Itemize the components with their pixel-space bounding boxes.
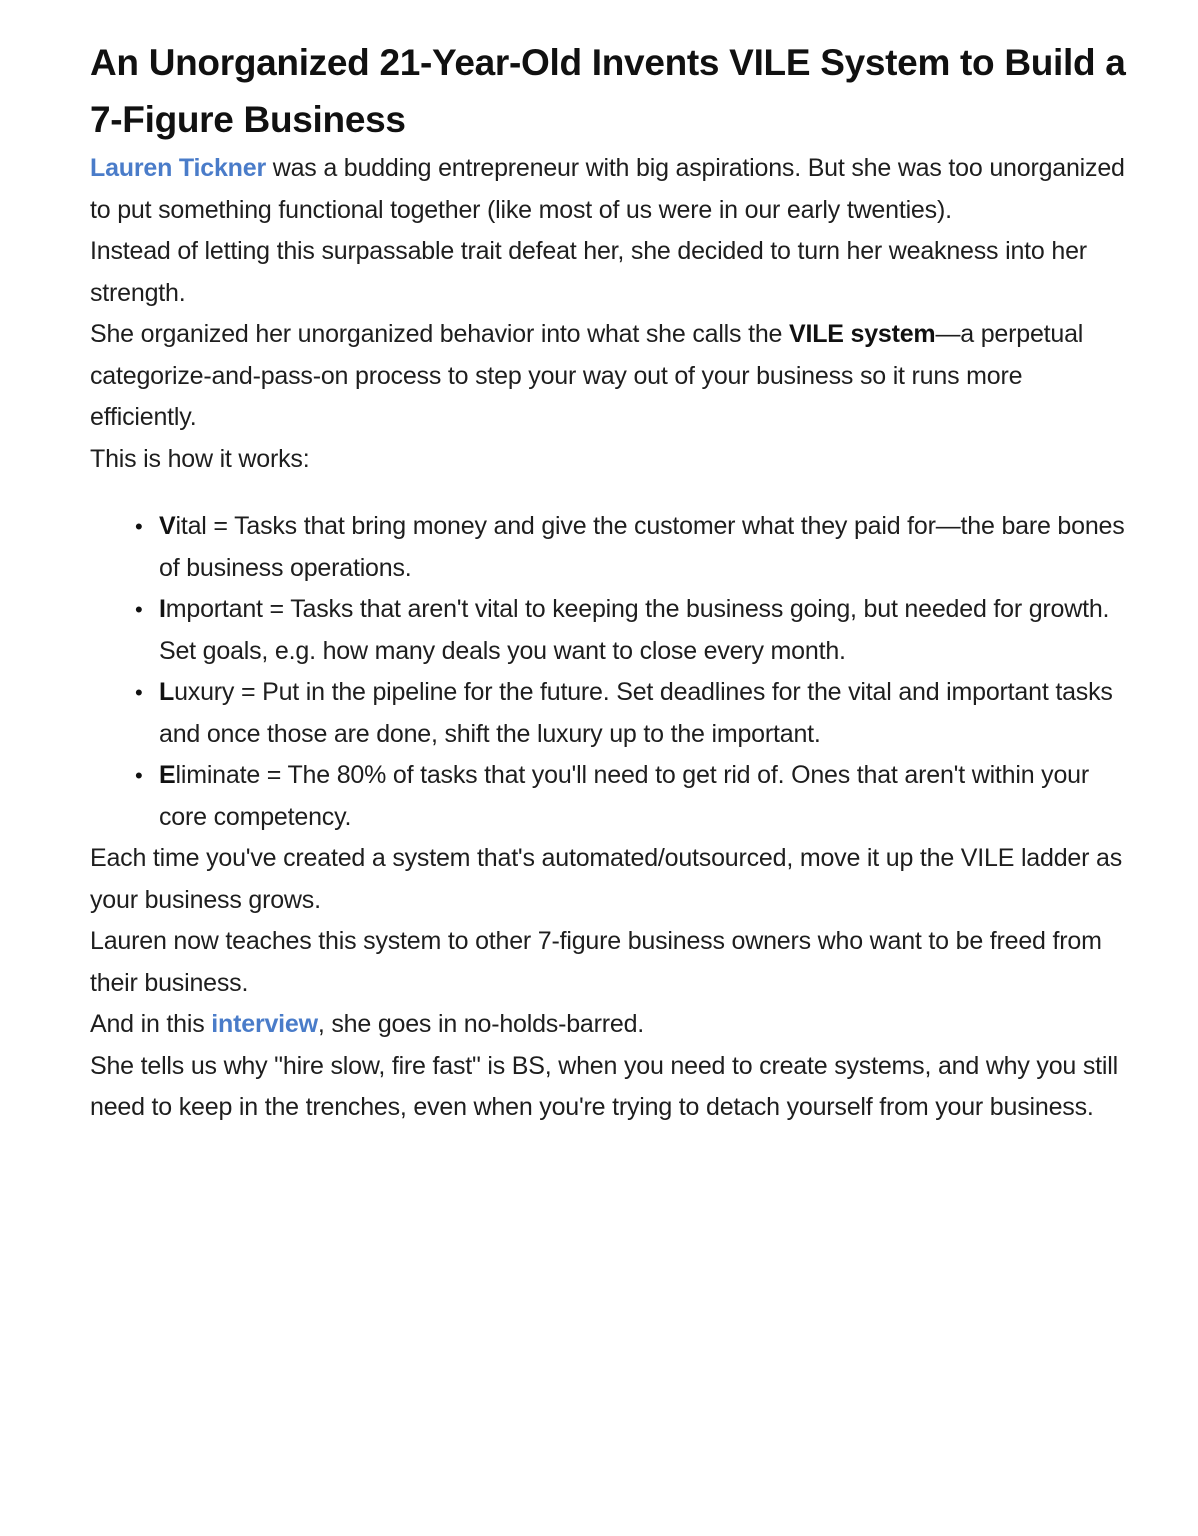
vile-item-text: mportant = Tasks that aren't vital to keeping the business going, but needed for growth. Set goals, e.g. how many deals you want to close every month. (159, 595, 1110, 665)
author-link[interactable]: Lauren Tickner (90, 154, 266, 182)
intro-paragraph (90, 148, 1128, 231)
paragraph-how-it-works: This is how it works: (90, 444, 310, 473)
bullet-icon: • (135, 763, 143, 788)
bullet-icon: • (135, 514, 143, 539)
vile-letter: I (159, 595, 166, 623)
vile-letter: L (159, 678, 175, 706)
list-item-eliminate (135, 755, 1128, 838)
list-item-vital (135, 506, 1128, 589)
vile-list (90, 506, 1128, 838)
vile-item-text: ital = Tasks that bring money and give the customer what they paid for—the bare bones of business operations. (159, 512, 1125, 582)
paragraph-vile-ladder: Each time you've created a system that's automated/outsourced, move it up the VILE ladder as your business grows. (90, 844, 1122, 914)
vile-letter: V (159, 512, 176, 540)
vile-system-bold: VILE system (788, 320, 936, 348)
bullet-icon: • (135, 680, 143, 705)
paragraph-interview (90, 1004, 1128, 1046)
paragraph-teaches: Lauren now teaches this system to other 7-figure business owners who want to be freed from their business. (90, 927, 1102, 997)
interview-after-text: , she goes in no-holds-barred. (317, 1010, 645, 1038)
vile-letter: E (159, 761, 176, 789)
vile-item-text: uxury = Put in the pipeline for the future. Set deadlines for the vital and important tasks and once those are done, shift the luxury up to the important. (159, 678, 1113, 748)
interview-link[interactable]: interview (211, 1010, 318, 1038)
list-item-luxury (135, 672, 1128, 755)
paragraph-weakness: Instead of letting this surpassable trait defeat her, she decided to turn her weakness into her strength. (90, 237, 1087, 307)
article-title: An Unorganized 21-Year-Old Invents VILE System to Build a 7-Figure Business (90, 42, 1126, 140)
interview-before-text: And in this (90, 1010, 212, 1038)
vile-item-text: liminate = The 80% of tasks that you'll need to get rid of. Ones that aren't within your core competency. (159, 761, 1090, 831)
paragraph-hire-slow: She tells us why "hire slow, fire fast" is BS, when you need to create systems, and why you still need to keep in the trenches, even when you're trying to detach yourself from your business. (90, 1051, 1118, 1121)
intro-text: was a budding entrepreneur with big aspirations. But she was too unorganized to put something functional together (like most of us were in our early twenties). (90, 154, 1125, 224)
vile-description-text: —a perpetual categorize-and-pass-on process to step your way out of your business so it runs more efficiently. (90, 320, 1084, 431)
list-item-important (135, 589, 1128, 672)
paragraph-vile-system (90, 314, 1128, 439)
vile-intro-text: She organized her unorganized behavior into what she calls the (90, 320, 789, 348)
bullet-icon: • (135, 597, 143, 622)
